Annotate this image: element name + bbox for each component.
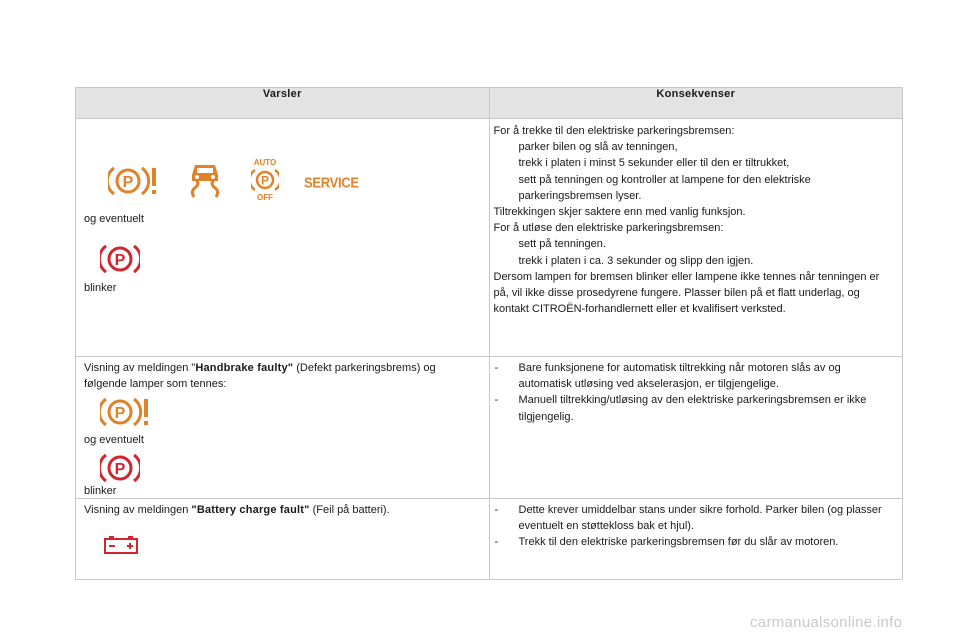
battery-fault-label: "Battery charge fault" (191, 504, 310, 516)
battery-fault-message: Visning av meldingen "Battery charge fault" (Feil på batteri). (84, 504, 390, 516)
list-item: - Bare funksjonene for automatisk tiltrekking når motoren slås av og automatisk utløsing ved akselerasjon, er tilgjengelige. (494, 362, 841, 391)
battery-charge-icon (104, 536, 138, 554)
list-item: - Trekk til den elektriske parkeringsbremsen før du slår av motoren. (494, 534, 887, 550)
off-label: OFF (257, 193, 273, 202)
dash-mark: - (494, 394, 499, 407)
auto-label: AUTO (253, 158, 277, 167)
parking-brake-icon (100, 451, 140, 485)
or-possibly-text: og eventuelt (84, 213, 144, 225)
svg-text:P: P (114, 461, 126, 478)
flashes-text: blinker (84, 485, 117, 497)
row2-warnings-cell (76, 357, 490, 499)
row3-warnings-cell (76, 499, 490, 580)
warnings-table (75, 87, 903, 580)
dash-mark: - (494, 536, 499, 549)
parking-brake-warning-icon (100, 395, 150, 429)
list-item: trekk i platen i minst 5 sekunder eller til den er tiltrukket, (518, 157, 790, 170)
flashes-text: blinker (84, 282, 117, 294)
header-warnings: Varsler (76, 88, 490, 119)
outro-text: Dersom lampen for bremsen blinker eller lampene ikke tennes når tenningen er på, vil ikke disse prosedyrene fungere. Plasser bilen på et flatt underlag, og kontakt CITROËN-forhandlernett eller et kvalifisert verksted. (493, 270, 880, 316)
handbrake-faulty-label: Handbrake faulty" (195, 362, 294, 374)
auto-parking-off-icon (249, 159, 281, 203)
list-item: parker bilen og slå av tenningen, (518, 141, 678, 154)
service-icon: SERVICE (304, 173, 359, 192)
watermark: carmanualsonline.info (750, 614, 903, 631)
row3-consequences-cell (489, 499, 903, 580)
dash-mark: - (494, 362, 499, 374)
parking-brake-warning-icon (108, 164, 158, 198)
list-item: sett på tenningen. (518, 238, 606, 251)
parking-brake-icon (100, 242, 140, 276)
list-item: - Manuell tiltrekking/utløsing av den elektriske parkeringsbremsen er ikke tilgjengelig. (494, 394, 867, 423)
apply-brake-intro: For å trekke til den elektriske parkeringsbremsen: (493, 125, 735, 137)
skid-warning-icon (188, 161, 222, 199)
row2-consequences-cell (489, 357, 903, 499)
svg-text:P: P (260, 173, 270, 188)
handbrake-faulty-message: Visning av meldingen "Handbrake faulty" (Defekt parkeringsbrems) og følgende lamper som tennes: (84, 362, 436, 391)
list-item: - Dette krever umiddelbar stans under sikre forhold. Parker bilen (og plasser eventuelt en støttekloss bak et hjul). (494, 504, 882, 533)
svg-text:P: P (114, 252, 126, 269)
list-item: sett på tenningen og kontroller at lampene for den elektriske parkeringsbremsen lyser. (518, 173, 811, 202)
svg-text:P: P (122, 174, 134, 191)
row1-consequences-cell (489, 119, 903, 357)
or-possibly-text: og eventuelt (84, 434, 144, 446)
slower-text: Tiltrekkingen skjer saktere enn med vanlig funksjon. (493, 206, 746, 219)
row1-warnings-cell (76, 119, 490, 357)
list-item: trekk i platen i ca. 3 sekunder og slipp den igjen. (518, 254, 754, 267)
dash-mark: - (494, 504, 499, 516)
header-consequences: Konsekvenser (489, 88, 903, 119)
release-brake-intro: For å utløse den elektriske parkeringsbremsen: (493, 222, 724, 235)
svg-text:P: P (114, 405, 126, 422)
parking-circle-icon (251, 167, 279, 193)
